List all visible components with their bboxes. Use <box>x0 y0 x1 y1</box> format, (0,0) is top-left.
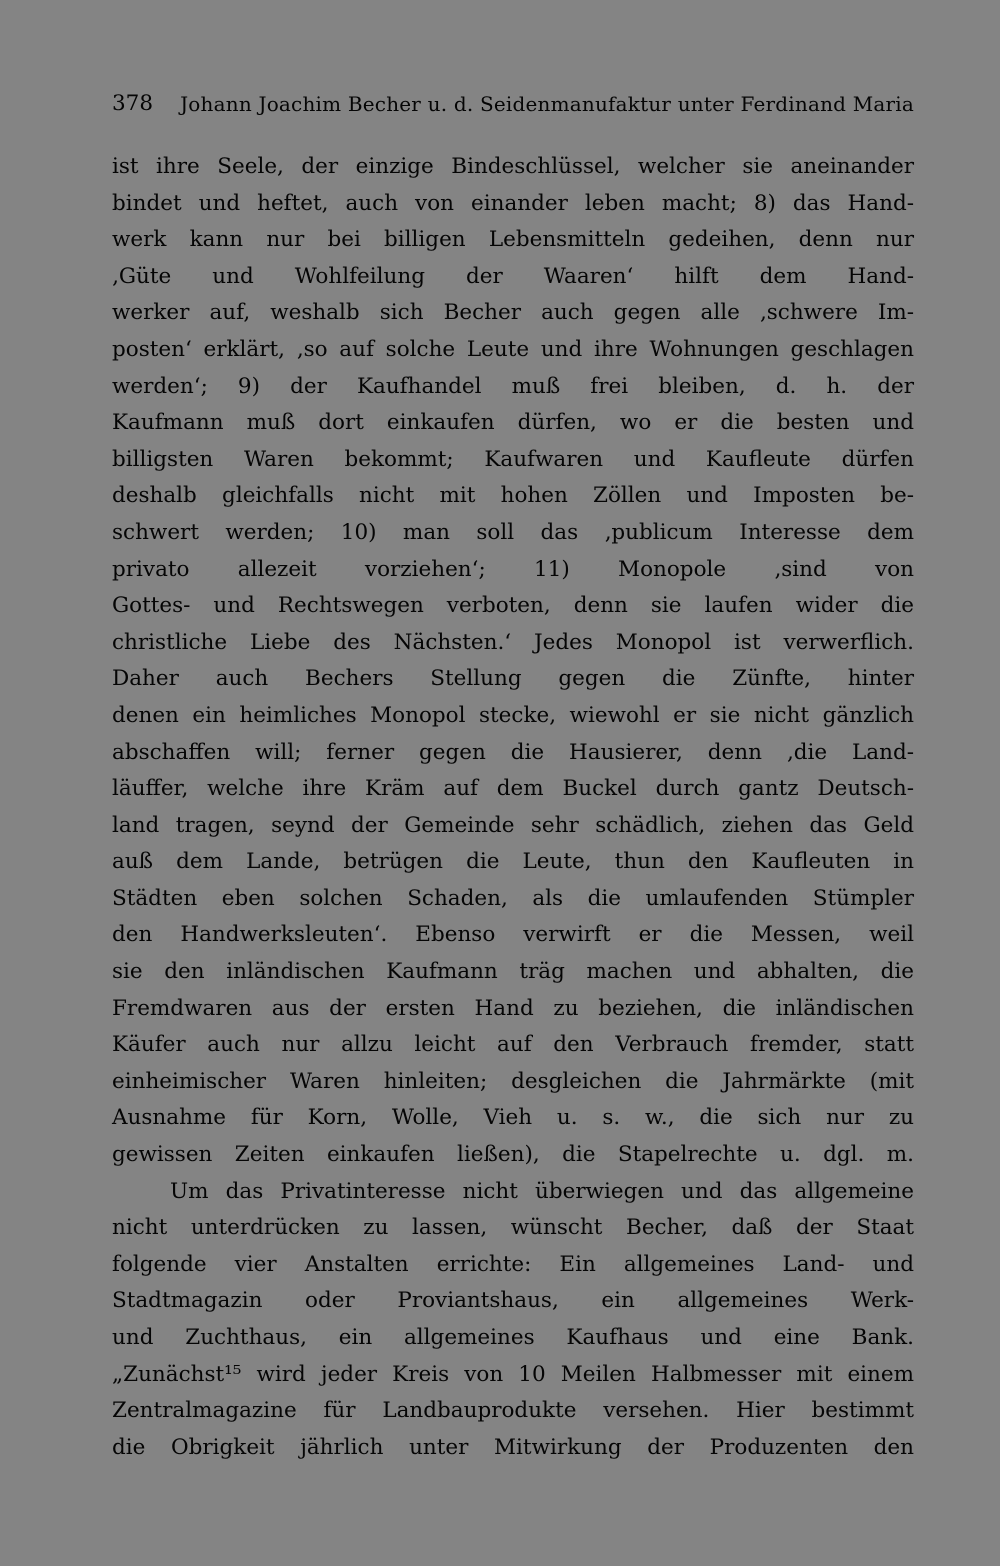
text-line: Daher auch Bechers Stellung gegen die Zünfte, hinter <box>112 666 914 692</box>
text-line: sie den inländischen Kaufmann träg machen und abhalten, die <box>112 959 914 985</box>
text-line: folgende vier Anstalten errichte: Ein allgemeines Land- und <box>112 1251 914 1277</box>
text-line: schwert werden; 10) man soll das ‚publicum Interesse dem <box>112 519 914 545</box>
page-number: 378 <box>112 91 154 116</box>
text-line: gewissen Zeiten einkaufen ließen), die Stapelrechte u. dgl. m. <box>112 1142 914 1168</box>
text-line: und Zuchthaus, ein allgemeines Kaufhaus und eine Bank. <box>112 1325 914 1350</box>
text-line: Städten eben solchen Schaden, als die umlaufenden Stümpler <box>112 885 914 911</box>
text-line: land tragen, seynd der Gemeinde sehr schädlich, ziehen das Geld <box>112 812 914 838</box>
text-line: Kaufmann muß dort einkaufen dürfen, wo er die besten und <box>112 410 914 436</box>
text-line: Gottes- und Rechtswegen verboten, denn sie laufen wider die <box>112 593 914 619</box>
text-line: posten‘ erklärt, ‚so auf solche Leute und ihre Wohnungen geschlagen <box>112 336 914 362</box>
text-line: bindet und heftet, auch von einander leben macht; 8) das Hand- <box>112 190 914 216</box>
text-line: christliche Liebe des Nächsten.‘ Jedes Monopol ist verwerflich. <box>112 629 914 655</box>
text-line: privato allezeit vorziehen‘; 11) Monopole ‚sind von <box>112 556 914 582</box>
text-line: Käufer auch nur allzu leicht auf den Verbrauch fremder, statt <box>112 1032 914 1058</box>
text-line: nicht unterdrücken zu lassen, wünscht Becher, daß der Staat <box>112 1215 914 1241</box>
text-line: „Zunächst¹⁵ wird jeder Kreis von 10 Meilen Halbmesser mit einem <box>112 1361 914 1387</box>
text-line: auß dem Lande, betrügen die Leute, thun den Kaufleuten in <box>112 849 914 875</box>
text-line: billigsten Waren bekommt; Kaufwaren und Kaufleute dürfen <box>112 446 914 472</box>
text-line: Um das Privatinteresse nicht überwiegen und das allgemeine <box>170 1178 914 1204</box>
text-line: Ausnahme für Korn, Wolle, Vieh u. s. w., die sich nur zu <box>112 1105 914 1131</box>
text-line: ‚Güte und Wohlfeilung der Waaren‘ hilft dem Hand- <box>112 263 914 289</box>
text-line: den Handwerksleuten‘. Ebenso verwirft er die Messen, weil <box>112 922 914 948</box>
text-line: werker auf, weshalb sich Becher auch gegen alle ‚schwere Im- <box>112 300 914 326</box>
text-line: die Obrigkeit jährlich unter Mitwirkung der Produzenten den <box>112 1434 914 1460</box>
text-line: ist ihre Seele, der einzige Bindeschlüssel, welcher sie aneinander <box>112 154 914 179</box>
text-line: denen ein heimliches Monopol stecke, wiewohl er sie nicht gänzlich <box>112 702 914 728</box>
running-title: Johann Joachim Becher u. d. Seidenmanufaktur unter Ferdinand Maria <box>180 92 914 116</box>
text-line: abschaffen will; ferner gegen die Hausierer, denn ‚die Land- <box>112 739 914 765</box>
text-line: läuffer, welche ihre Kräm auf dem Buckel durch gantz Deutsch- <box>112 776 914 802</box>
text-line: Zentralmagazine für Landbauprodukte versehen. Hier bestimmt <box>112 1398 914 1424</box>
text-line: Stadtmagazin oder Proviantshaus, ein allgemeines Werk- <box>112 1288 914 1314</box>
body-text <box>112 149 914 1466</box>
page-header <box>112 86 914 122</box>
text-line: einheimischer Waren hinleiten; desgleichen die Jahrmärkte (mit <box>112 1068 914 1094</box>
text-line: werden‘; 9) der Kaufhandel muß frei bleiben, d. h. der <box>112 373 914 399</box>
text-line: werk kann nur bei billigen Lebensmitteln gedeihen, denn nur <box>112 227 914 253</box>
text-line: deshalb gleichfalls nicht mit hohen Zöllen und Imposten be- <box>112 483 914 509</box>
text-line: Fremdwaren aus der ersten Hand zu beziehen, die inländischen <box>112 995 914 1021</box>
